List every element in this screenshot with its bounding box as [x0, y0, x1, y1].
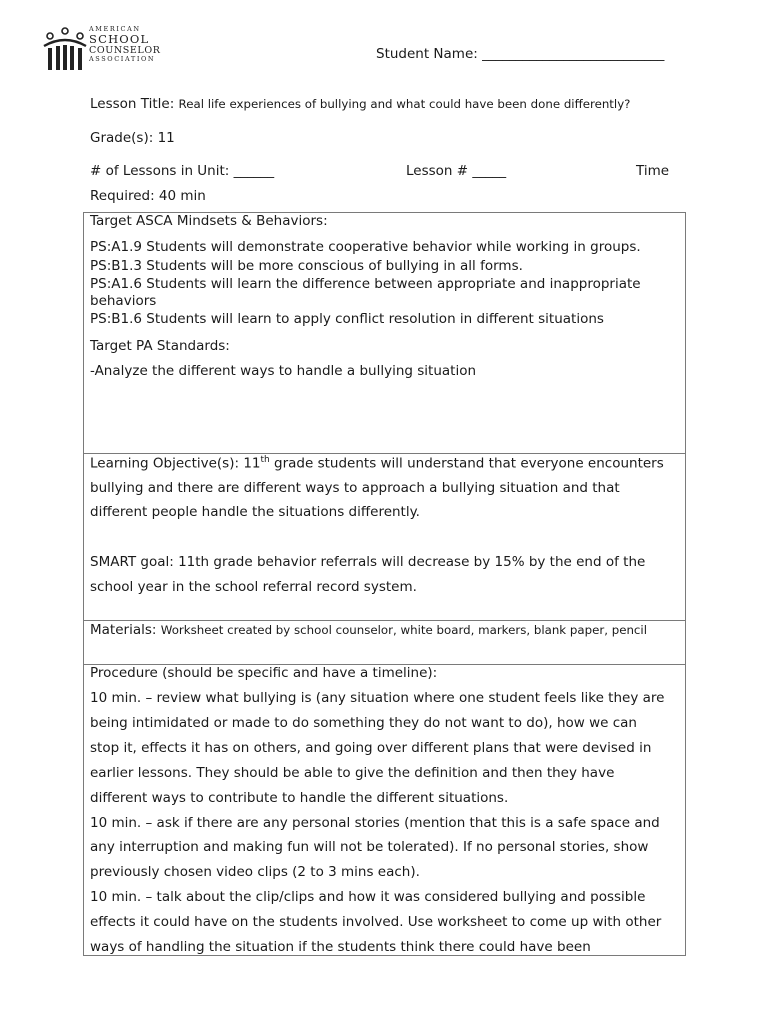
mindset-item: behaviors: [90, 293, 157, 309]
smart-goal: SMART goal: 11th grade behavior referrals will decrease by 15% by the end of the: [90, 554, 646, 570]
objective-prefix: Learning Objective(s): 11: [90, 455, 261, 472]
procedure-line: ways of handling the situation if the students think there could have been: [90, 939, 591, 955]
lesson-title-value: Real life experiences of bullying and what could have been done differently?: [178, 97, 631, 111]
lesson-title: [90, 96, 630, 112]
objective-superscript: th: [260, 455, 270, 465]
procedure-line: 10 min. – review what bullying is (any situation where one student feels like they are: [90, 690, 665, 706]
materials: [90, 622, 647, 638]
lesson-number: Lesson # _____: [406, 163, 507, 179]
procedure-line: 10 min. – ask if there are any personal stories (mention that this is a safe space and: [90, 815, 660, 831]
mindset-item: PS:B1.6 Students will learn to apply conflict resolution in different situations: [90, 311, 604, 327]
logo-wordmark: [89, 26, 160, 62]
asca-logo: [42, 26, 166, 72]
materials-label: Materials:: [90, 622, 157, 638]
objective-suffix: grade students will understand that everyone encounters: [269, 455, 664, 472]
objectives-box: [83, 453, 686, 621]
procedure-line: earlier lessons. They should be able to give the definition and then they have: [90, 765, 615, 781]
logo-line-american: AMERICAN: [89, 25, 141, 33]
mindset-item: PS:B1.3 Students will be more conscious of bullying in all forms.: [90, 258, 523, 274]
procedure-line: 10 min. – talk about the clip/clips and how it was considered bullying and possible: [90, 889, 646, 905]
time-required: Required: 40 min: [90, 188, 206, 204]
lesson-title-label: Lesson Title:: [90, 96, 175, 112]
procedure-line: different ways to contribute to handle the different situations.: [90, 790, 509, 806]
smart-goal-line: school year in the school referral record system.: [90, 579, 417, 595]
logo-line-association: ASSOCIATION: [89, 54, 156, 63]
procedure-line: effects it could have on the students involved. Use worksheet to come up with other: [90, 914, 662, 930]
procedure-line: stop it, effects it has on others, and going over different plans that were devised in: [90, 740, 652, 756]
grades: Grade(s): 11: [90, 130, 175, 146]
objective-line: bullying and there are different ways to approach a bullying situation and that: [90, 480, 620, 496]
procedure-heading: Procedure (should be specific and have a timeline):: [90, 665, 438, 681]
counselor-figures-icon: [42, 26, 88, 72]
student-name-field: Student Name: ___________________________: [376, 46, 665, 62]
mindset-item: PS:A1.9 Students will demonstrate cooperative behavior while working in groups.: [90, 239, 641, 255]
logo-line-school: SCHOOL: [89, 31, 150, 46]
logo-line-counselor: COUNSELOR: [89, 45, 161, 56]
mindset-item: PS:A1.6 Students will learn the difference between appropriate and inappropriate: [90, 276, 641, 292]
materials-value: Worksheet created by school counselor, white board, markers, blank paper, pencil: [160, 623, 647, 637]
learning-objective: [90, 455, 664, 472]
procedure-line: any interruption and making fun will not be tolerated). If no personal stories, show: [90, 839, 649, 855]
objective-line: different people handle the situations differently.: [90, 504, 420, 520]
procedure-line: being intimidated or made to do something they do not want to do), how we can: [90, 715, 637, 731]
procedure-box: [83, 664, 686, 956]
time-label: Time: [636, 163, 670, 179]
procedure-line: previously chosen video clips (2 to 3 mins each).: [90, 864, 420, 880]
pa-standards-heading: Target PA Standards:: [90, 338, 230, 354]
lessons-in-unit: # of Lessons in Unit: ______: [90, 163, 275, 179]
pa-standard-item: -Analyze the different ways to handle a bullying situation: [90, 363, 477, 379]
mindsets-heading: Target ASCA Mindsets & Behaviors:: [90, 213, 328, 229]
